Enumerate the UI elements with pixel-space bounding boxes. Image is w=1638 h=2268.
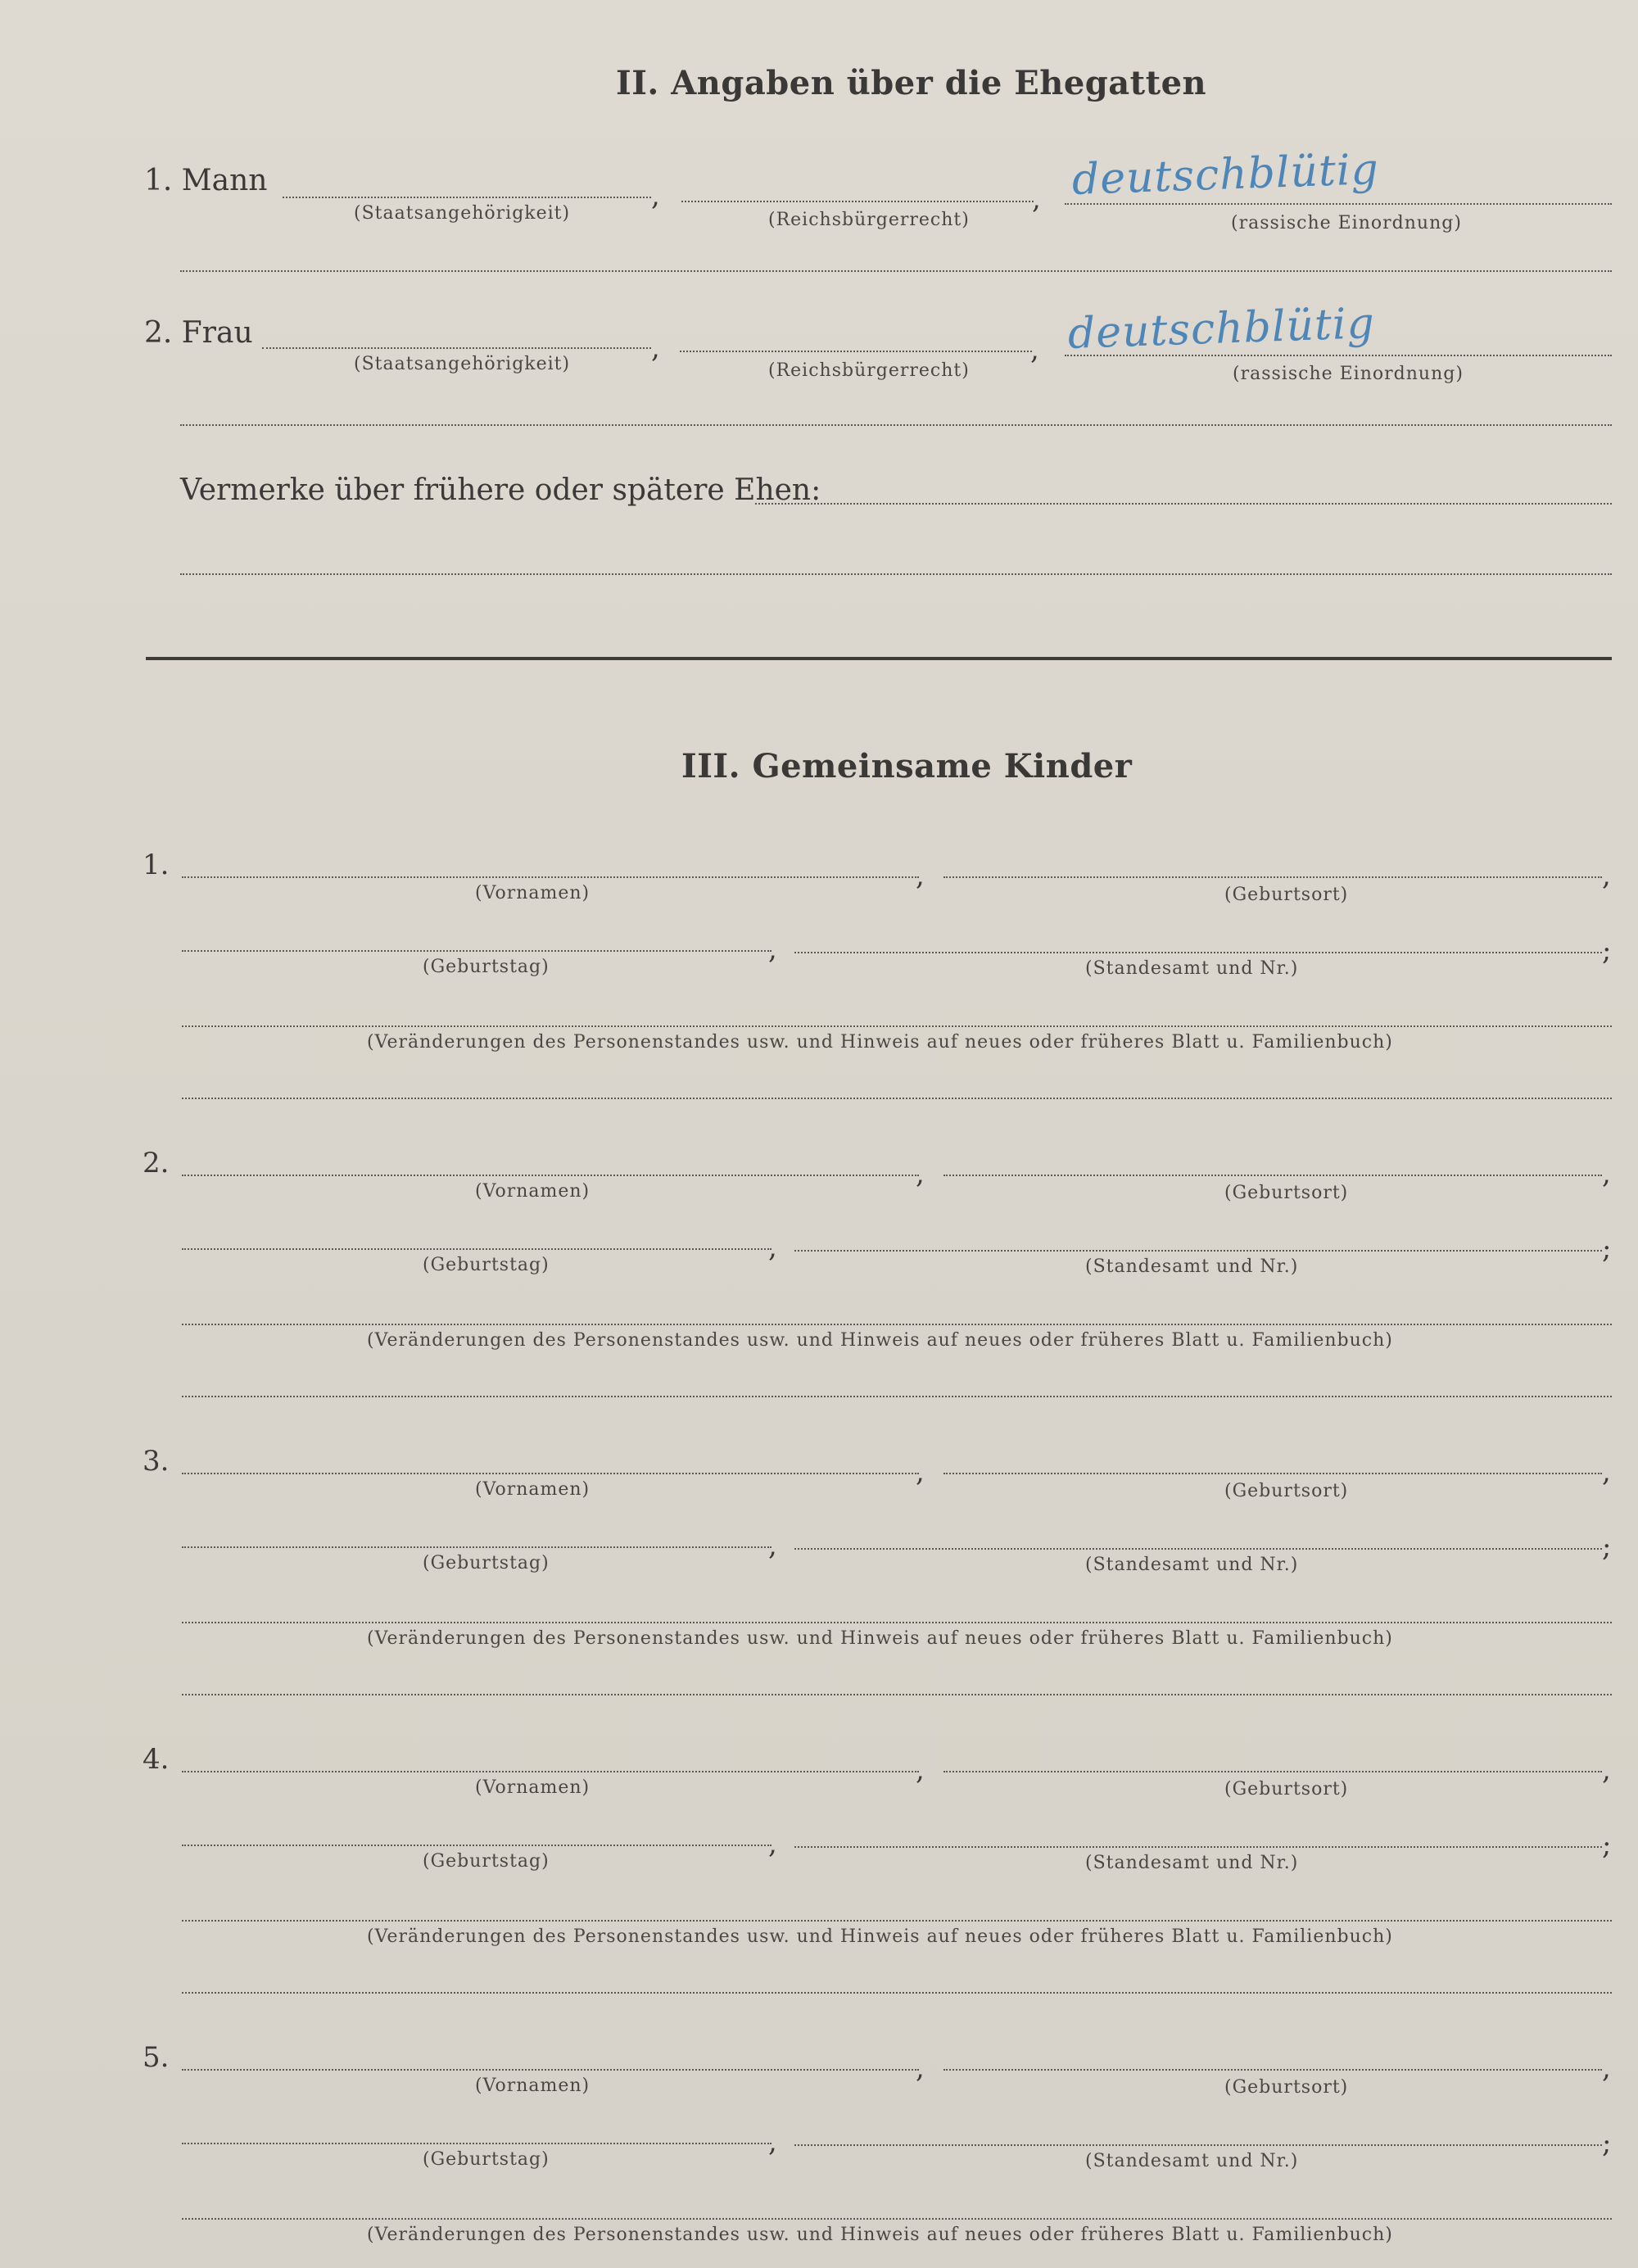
child-geburtstag-field[interactable]: [182, 950, 771, 952]
semicolon: ;: [1602, 1531, 1612, 1564]
comma: ,: [651, 332, 660, 364]
child-geburtsort-field[interactable]: [943, 876, 1602, 878]
caption-vornamen: (Vornamen): [475, 2076, 590, 2096]
caption-geburtsort: (Geburtsort): [1224, 1779, 1349, 1799]
child-standesamt-field[interactable]: [794, 2144, 1602, 2146]
caption-vornamen: (Vornamen): [475, 1479, 590, 1500]
caption-veraenderungen: (Veränderungen des Personenstandes usw. und Hinweis auf neues oder früheres Blatt u. Familienbuch): [367, 1628, 1393, 1649]
semicolon: ;: [1602, 1829, 1612, 1862]
caption-veraenderungen: (Veränderungen des Personenstandes usw. und Hinweis auf neues oder früheres Blatt u. Familienbuch): [367, 1032, 1393, 1053]
comma: ,: [768, 1827, 777, 1860]
child-number: 5.: [143, 2041, 170, 2074]
child-veraenderungen-field[interactable]: [182, 1920, 1612, 1922]
frau-label: 2. Frau: [144, 316, 253, 350]
child-vornamen-field[interactable]: [182, 1473, 919, 1474]
comma: ,: [768, 1231, 777, 1264]
child-geburtstag-field[interactable]: [182, 1546, 771, 1548]
child-veraenderungen-field[interactable]: [182, 1622, 1612, 1623]
child-geburtstag-field[interactable]: [182, 2143, 771, 2144]
mann-rasse-field[interactable]: [1065, 203, 1612, 205]
caption-standesamt: (Standesamt und Nr.): [1085, 1555, 1299, 1575]
vermerke-field[interactable]: [755, 503, 1612, 505]
frau-rasse-handwriting: deutschblütig: [1066, 298, 1376, 359]
caption-standesamt: (Standesamt und Nr.): [1085, 958, 1299, 979]
comma: ,: [768, 1529, 777, 1562]
caption-geburtstag: (Geburtstag): [423, 957, 550, 977]
caption-geburtstag: (Geburtstag): [423, 1255, 550, 1275]
child-extra-line[interactable]: [182, 1694, 1612, 1695]
child-extra-line[interactable]: [182, 1098, 1612, 1099]
caption-geburtstag: (Geburtstag): [423, 2149, 550, 2170]
comma: ,: [768, 933, 777, 966]
comma: ,: [1602, 2052, 1611, 2085]
section-2-title: II. Angaben über die Ehegatten: [616, 64, 1207, 102]
child-number: 4.: [143, 1743, 170, 1776]
comma: ,: [651, 179, 660, 212]
child-geburtsort-field[interactable]: [943, 1771, 1602, 1772]
child-number: 2.: [143, 1147, 170, 1179]
comma: ,: [1602, 1754, 1611, 1786]
caption-veraenderungen: (Veränderungen des Personenstandes usw. und Hinweis auf neues oder früheres Blatt u. Familienbuch): [367, 1926, 1393, 1947]
vermerke-extra-line[interactable]: [180, 573, 1612, 575]
comma: ,: [1602, 1157, 1611, 1190]
section-divider: [146, 657, 1612, 660]
child-vornamen-field[interactable]: [182, 1771, 919, 1772]
caption-standesamt: (Standesamt und Nr.): [1085, 1853, 1299, 1873]
child-geburtsort-field[interactable]: [943, 1175, 1602, 1176]
mann-extra-line[interactable]: [180, 270, 1612, 272]
mann-staat-field[interactable]: [283, 197, 651, 198]
caption-geburtstag: (Geburtstag): [423, 1851, 550, 1872]
comma: ,: [916, 1455, 925, 1488]
child-extra-line[interactable]: [182, 1396, 1612, 1397]
child-geburtstag-field[interactable]: [182, 1248, 771, 1250]
caption-rassische-einordnung: (rassische Einordnung): [1233, 364, 1464, 384]
semicolon: ;: [1602, 2127, 1612, 2160]
caption-standesamt: (Standesamt und Nr.): [1085, 2151, 1299, 2171]
comma: ,: [916, 1157, 925, 1190]
caption-staatsangehoerigkeit: (Staatsangehörigkeit): [354, 354, 571, 374]
section-3-title: III. Gemeinsame Kinder: [681, 747, 1133, 785]
semicolon: ;: [1602, 935, 1612, 967]
caption-vornamen: (Vornamen): [475, 883, 590, 903]
caption-veraenderungen: (Veränderungen des Personenstandes usw. und Hinweis auf neues oder früheres Blatt u. Familienbuch): [367, 2225, 1393, 2245]
mann-label: 1. Mann: [144, 164, 268, 197]
mann-rasse-handwriting: deutschblütig: [1070, 144, 1380, 205]
child-vornamen-field[interactable]: [182, 2069, 919, 2071]
caption-geburtsort: (Geburtsort): [1224, 1183, 1349, 1203]
vermerke-label: Vermerke über frühere oder spätere Ehen:: [180, 473, 821, 507]
frau-extra-line[interactable]: [180, 424, 1612, 426]
child-standesamt-field[interactable]: [794, 952, 1602, 953]
mann-reich-field[interactable]: [681, 201, 1034, 202]
caption-geburtsort: (Geburtsort): [1224, 2077, 1349, 2098]
comma: ,: [916, 2052, 925, 2085]
caption-rassische-einordnung: (rassische Einordnung): [1231, 213, 1462, 233]
semicolon: ;: [1602, 1233, 1612, 1265]
child-vornamen-field[interactable]: [182, 876, 919, 878]
caption-staatsangehoerigkeit: (Staatsangehörigkeit): [354, 203, 571, 224]
comma: ,: [1032, 183, 1041, 215]
frau-staat-field[interactable]: [262, 347, 651, 349]
child-number: 1.: [143, 849, 170, 881]
comma: ,: [1030, 333, 1039, 366]
caption-geburtstag: (Geburtstag): [423, 1553, 550, 1573]
child-vornamen-field[interactable]: [182, 1175, 919, 1176]
comma: ,: [1602, 1455, 1611, 1488]
comma: ,: [768, 2125, 777, 2158]
comma: ,: [1602, 859, 1611, 892]
caption-veraenderungen: (Veränderungen des Personenstandes usw. und Hinweis auf neues oder früheres Blatt u. Familienbuch): [367, 1330, 1393, 1351]
caption-vornamen: (Vornamen): [475, 1777, 590, 1798]
frau-reich-field[interactable]: [680, 351, 1032, 352]
child-number: 3.: [143, 1445, 170, 1478]
caption-geburtsort: (Geburtsort): [1224, 885, 1349, 905]
child-veraenderungen-field[interactable]: [182, 1025, 1612, 1027]
child-standesamt-field[interactable]: [794, 1846, 1602, 1848]
comma: ,: [916, 1754, 925, 1786]
child-standesamt-field[interactable]: [794, 1250, 1602, 1252]
child-standesamt-field[interactable]: [794, 1548, 1602, 1550]
caption-reichsbuergerrecht: (Reichsbürgerrecht): [768, 210, 970, 230]
child-extra-line[interactable]: [182, 1992, 1612, 1994]
comma: ,: [916, 859, 925, 892]
child-veraenderungen-field[interactable]: [182, 1324, 1612, 1325]
caption-vornamen: (Vornamen): [475, 1181, 590, 1202]
caption-geburtsort: (Geburtsort): [1224, 1481, 1349, 1501]
child-geburtsort-field[interactable]: [943, 2069, 1602, 2071]
caption-reichsbuergerrecht: (Reichsbürgerrecht): [768, 360, 970, 381]
child-geburtsort-field[interactable]: [943, 1473, 1602, 1474]
caption-standesamt: (Standesamt und Nr.): [1085, 1256, 1299, 1277]
child-veraenderungen-field[interactable]: [182, 2218, 1612, 2220]
child-geburtstag-field[interactable]: [182, 1845, 771, 1846]
